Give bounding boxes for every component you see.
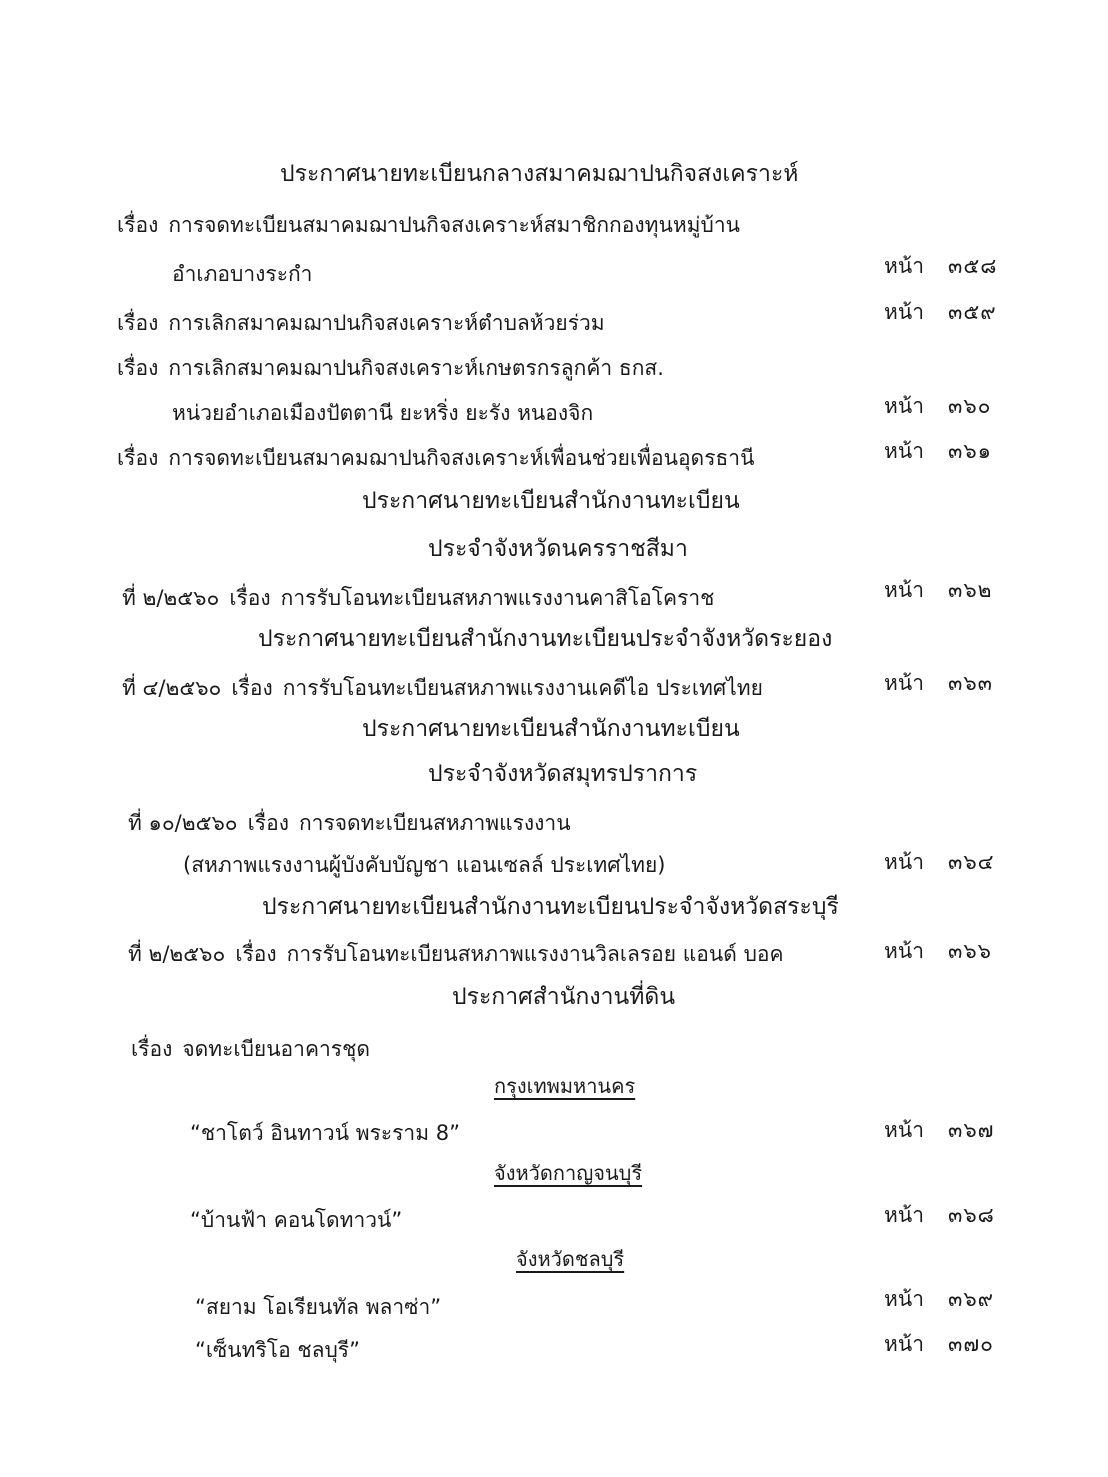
entry-title-cont: อำเภอบางระกำ [172, 262, 313, 286]
province-heading: กรุงเทพมหานคร [494, 1074, 636, 1098]
page-number: ๓๖๖ [948, 939, 993, 963]
section-heading: ประกาศนายทะเบียนสำนักงานทะเบียนประจำจังหวัดสระบุรี [262, 894, 839, 920]
entry-title: การจดทะเบียนสมาคมฌาปนกิจสงเคราะห์สมาชิกกองทุนหมู่บ้าน [168, 213, 740, 237]
condo-name: “เซ็นทริโอ ชลบุรี” [195, 1338, 360, 1362]
page-label: หน้า [884, 850, 924, 874]
section-heading: ประจำจังหวัดสมุทรปราการ [428, 761, 698, 787]
entry-prefix: เรื่อง [235, 942, 277, 966]
entry-number: ที่ ๔/๒๕๖๐ [122, 676, 222, 700]
condo-name: “บ้านฟ้า คอนโดทาวน์” [190, 1208, 403, 1232]
page-label: หน้า [884, 394, 924, 418]
page-label: หน้า [884, 1332, 924, 1356]
entry-title: การรับโอนทะเบียนสหภาพแรงงานวิลเลรอย แอนด์ บอค [286, 942, 784, 966]
entry-line [117, 448, 754, 469]
section-heading: ประกาศนายทะเบียนสำนักงานทะเบียน [362, 716, 740, 742]
province-heading: จังหวัดกาญจนบุรี [494, 1161, 643, 1185]
page-label: หน้า [884, 939, 924, 963]
entry-line [117, 313, 605, 334]
page-number: ๓๖๙ [948, 1287, 995, 1311]
page-label: หน้า [884, 578, 924, 602]
page-label: หน้า [884, 300, 924, 324]
entry-title: การเลิกสมาคมฌาปนกิจสงเคราะห์ตำบลห้วยร่วม [168, 311, 605, 335]
section-heading: ประจำจังหวัดนครราชสีมา [428, 536, 688, 562]
section-heading: ประกาศนายทะเบียนสำนักงานทะเบียนประจำจังหวัดระยอง [258, 626, 833, 652]
page-label: หน้า [884, 671, 924, 695]
province-heading: จังหวัดชลบุรี [516, 1247, 625, 1271]
entry-line [117, 358, 664, 379]
entry-title: จดทะเบียนอาคารชุด [182, 1037, 370, 1061]
entry-title: การจดทะเบียนสหภาพแรงงาน [298, 811, 571, 835]
entry-line [128, 813, 571, 834]
entry-line [128, 944, 784, 965]
entry-line [122, 588, 714, 609]
condo-name: “ชาโตว์ อินทาวน์ พระราม 8” [190, 1121, 460, 1145]
page-number: ๓๕๙ [948, 300, 997, 324]
condo-name: “สยาม โอเรียนทัล พลาซ่า” [195, 1295, 442, 1319]
entry-title: การรับโอนทะเบียนสหภาพแรงงานเคดีไอ ประเทศไทย [282, 676, 763, 700]
page-number: ๓๖๐ [948, 394, 992, 418]
page-label: หน้า [884, 254, 924, 278]
entry-line [122, 678, 763, 699]
entry-prefix: เรื่อง [117, 213, 159, 237]
section-heading: ประกาศสำนักงานที่ดิน [452, 984, 676, 1010]
entry-number: ที่ ๒/๒๕๖๐ [122, 586, 220, 610]
page-label: หน้า [884, 1118, 924, 1142]
entry-line [117, 215, 740, 236]
entry-prefix: เรื่อง [117, 356, 159, 380]
page-number: ๓๖๓ [948, 671, 994, 695]
page-label: หน้า [884, 1203, 924, 1227]
entry-title-cont: หน่วยอำเภอเมืองปัตตานี ยะหริ่ง ยะรัง หนองจิก [172, 401, 594, 425]
page-number: ๓๖๑ [948, 439, 993, 463]
page-label: หน้า [884, 1287, 924, 1311]
page-number: ๓๖๗ [948, 1118, 995, 1142]
page-number: ๓๖๔ [948, 850, 995, 874]
page-number: ๓๖๒ [948, 578, 993, 602]
entry-title: การเลิกสมาคมฌาปนกิจสงเคราะห์เกษตรกรลูกค้า ธกส. [168, 356, 664, 380]
page-number: ๓๖๘ [948, 1203, 995, 1227]
entry-number: ที่ ๒/๒๕๖๐ [128, 942, 226, 966]
page-label: หน้า [884, 439, 924, 463]
entry-line [131, 1039, 370, 1060]
section-heading: ประกาศนายทะเบียนสำนักงานทะเบียน [362, 488, 740, 514]
page-number: ๓๗๐ [948, 1332, 994, 1356]
entry-number: ที่ ๑๐/๒๕๖๐ [128, 811, 238, 835]
entry-title: การรับโอนทะเบียนสหภาพแรงงานคาสิโอโคราช [280, 586, 715, 610]
entry-title: การจดทะเบียนสมาคมฌาปนกิจสงเคราะห์เพื่อนช่วยเพื่อนอุดรธานี [168, 446, 755, 470]
entry-title-cont: (สหภาพแรงงานผู้บังคับบัญชา แอนเซลล์ ประเทศไทย) [183, 853, 666, 877]
section-heading: ประกาศนายทะเบียนกลางสมาคมฌาปนกิจสงเคราะห์ [280, 161, 799, 187]
entry-prefix: เรื่อง [229, 586, 271, 610]
page-number: ๓๕๘ [948, 254, 998, 278]
entry-prefix: เรื่อง [247, 811, 289, 835]
entry-prefix: เรื่อง [117, 446, 159, 470]
entry-prefix: เรื่อง [117, 311, 159, 335]
entry-prefix: เรื่อง [131, 1037, 173, 1061]
entry-prefix: เรื่อง [231, 676, 273, 700]
